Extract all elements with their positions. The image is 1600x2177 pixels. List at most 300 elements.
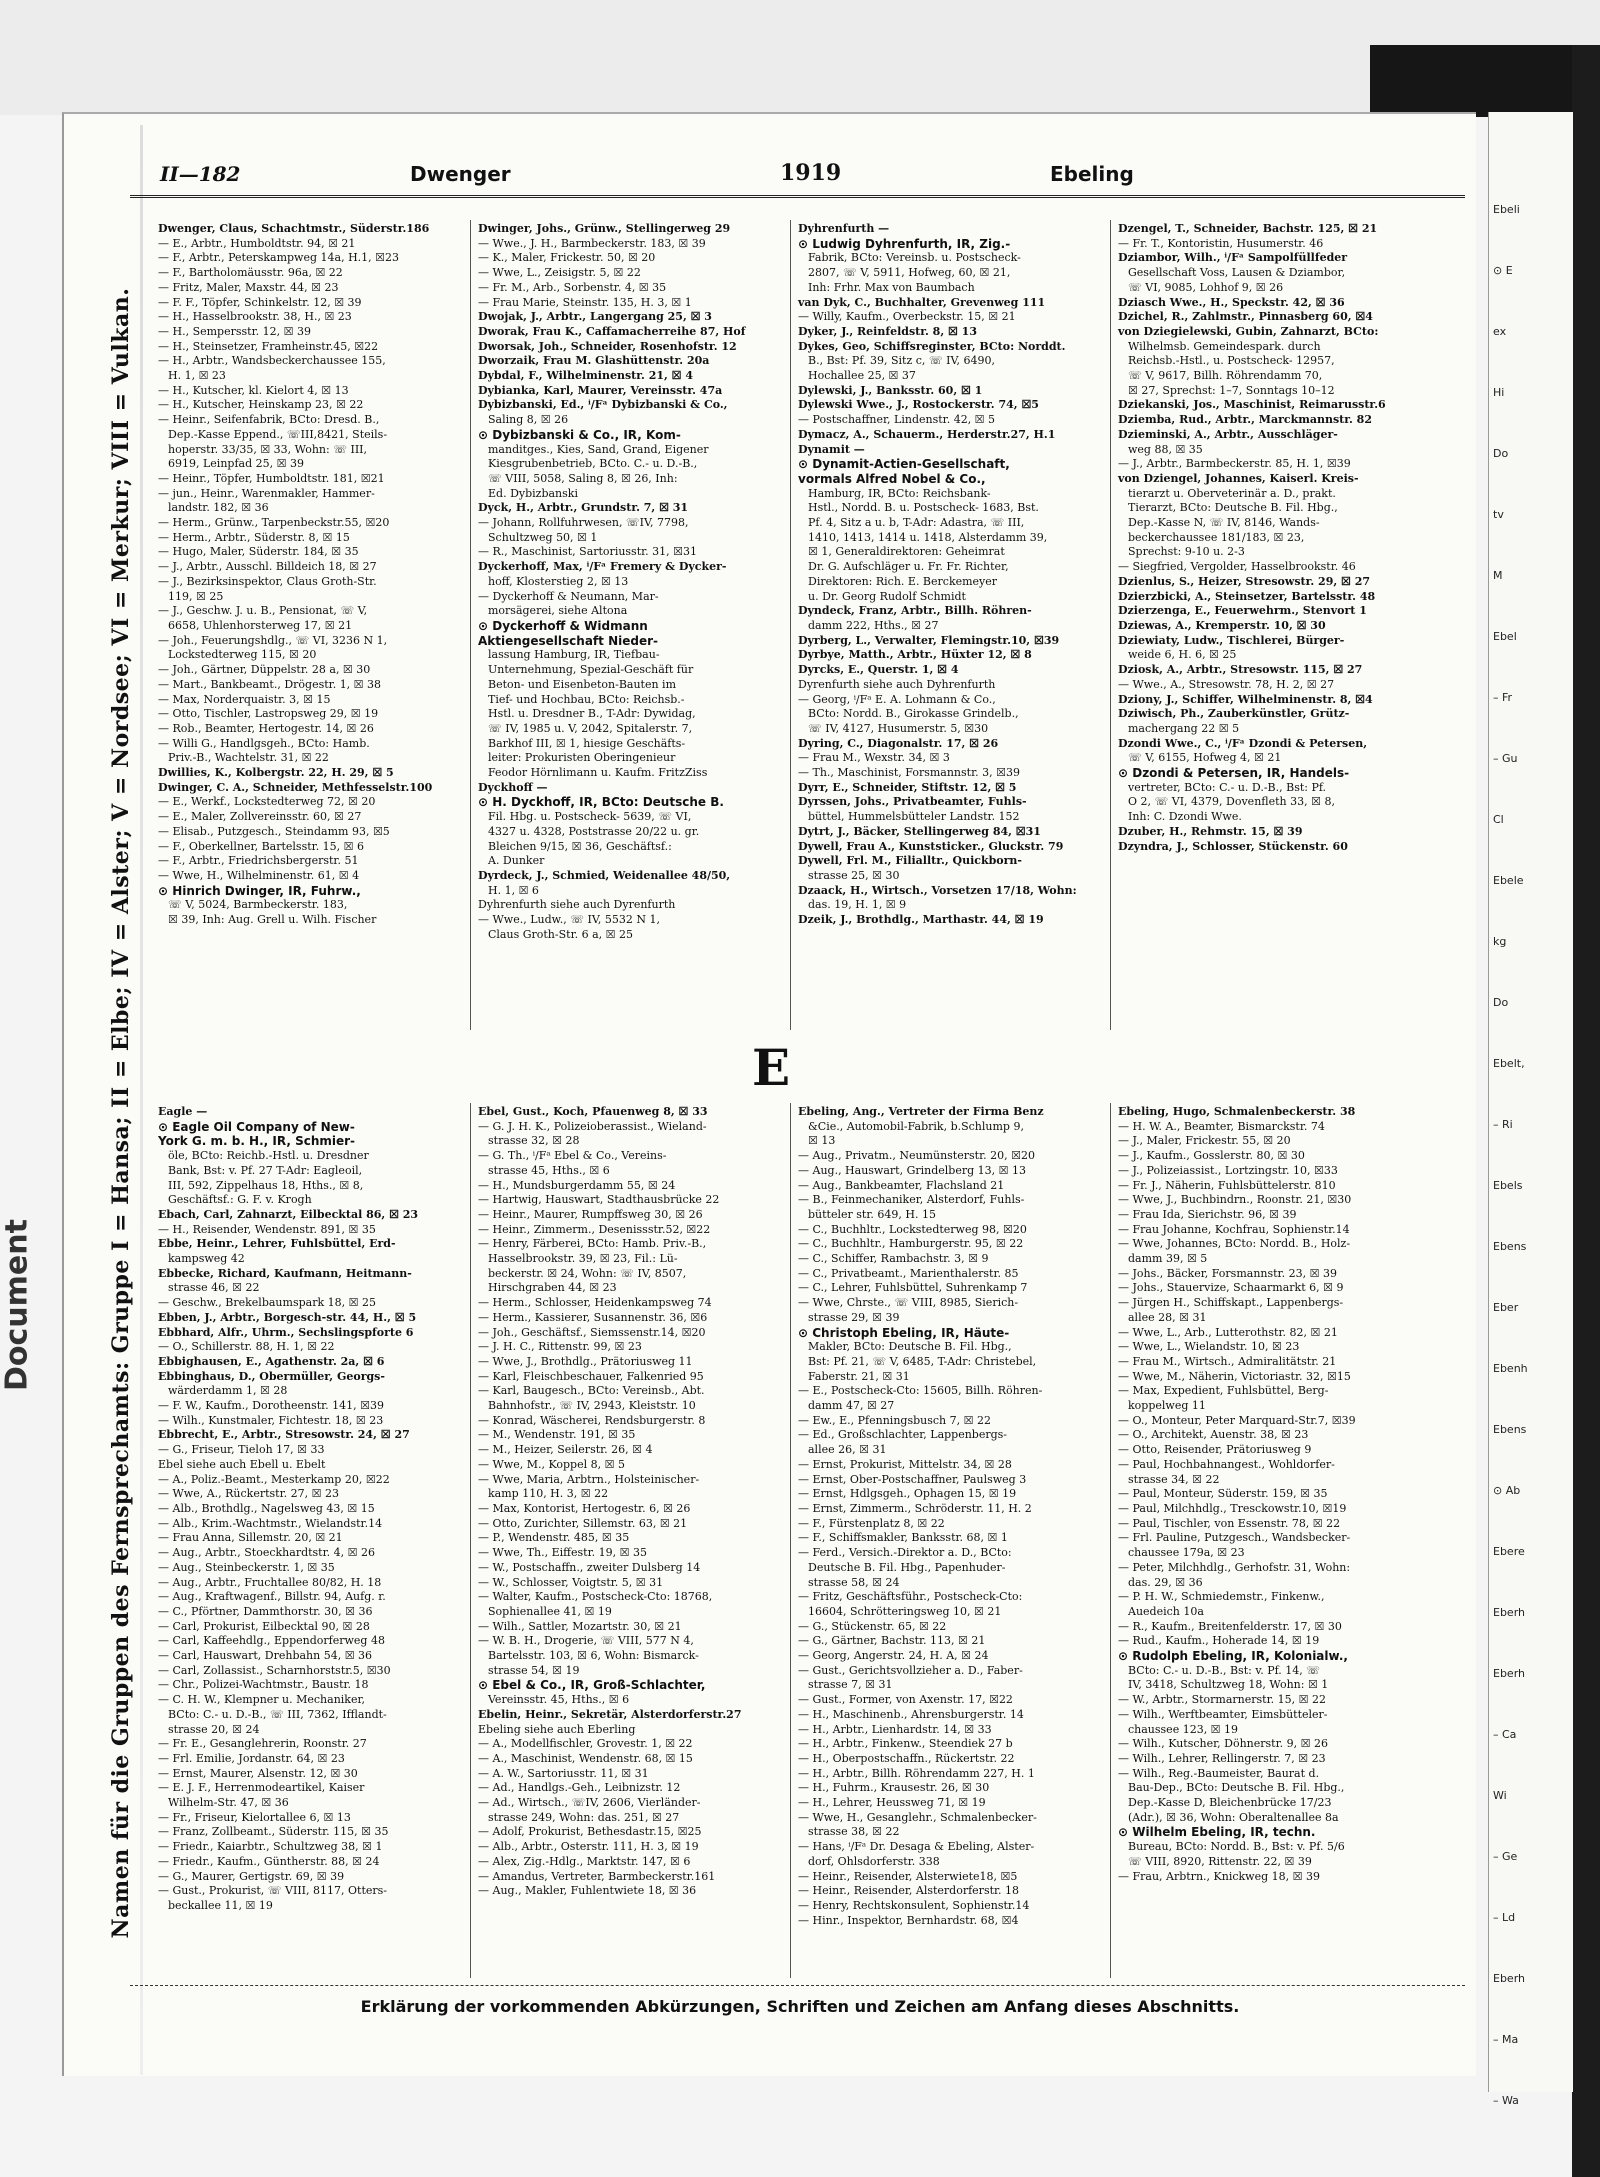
directory-entry: — Rud., Kaufm., Hoherade 14, ☒ 19 xyxy=(1118,1634,1320,1648)
directory-entry: Direktoren: Rich. E. Berckemeyer xyxy=(808,574,998,588)
directory-entry: — Ernst, Maurer, Alsenstr. 12, ☒ 30 xyxy=(158,1766,358,1780)
directory-entry: — Chr., Polizei-Wachtmstr., Baustr. 18 xyxy=(158,1678,369,1692)
directory-entry: Ebbighausen, E., Agathenstr. 2a, ☒ 6 xyxy=(158,1354,385,1368)
directory-entry: — Wwe., A., Stresowstr. 78, H. 2, ☒ 27 xyxy=(1118,677,1335,691)
directory-entry: Faberstr. 21, ☒ 31 xyxy=(808,1369,910,1383)
adjacent-page-fragment: Ebele xyxy=(1493,874,1524,887)
directory-entry: — Fr., Friseur, Kielortallee 6, ☒ 13 xyxy=(158,1810,351,1824)
directory-entry: Dyring, C., Diagonalstr. 17, ☒ 26 xyxy=(798,736,999,750)
directory-entry: ⊙ Christoph Ebeling, IR, Häute- xyxy=(798,1325,1010,1340)
directory-entry: — Johann, Rollfuhrwesen, ☏IV, 7798, xyxy=(478,516,689,530)
directory-entry: Makler, BCto: Deutsche B. Fil. Hbg., xyxy=(808,1340,1012,1354)
column-8 xyxy=(1118,1105,1424,1884)
directory-entry: Bureau, BCto: Nordd. B., Bst: v. Pf. 5/6 xyxy=(1128,1840,1345,1854)
directory-entry: — Hartwig, Hauswart, Stadthausbrücke 22 xyxy=(478,1193,720,1207)
adjacent-page-fragment: Ebels xyxy=(1493,1179,1523,1192)
directory-entry: ⊙ Dyckerhoff & Widmann xyxy=(478,618,648,633)
directory-entry: büttel, Hummelsbütteler Landstr. 152 xyxy=(808,810,1020,824)
adjacent-page-fragment: tv xyxy=(1493,508,1504,521)
directory-entry: ⊙ Rudolph Ebeling, IR, Kolonialw., xyxy=(1118,1649,1348,1664)
directory-entry: Hasselbrookstr. 39, ☒ 23, Fil.: Lü- xyxy=(488,1252,678,1266)
directory-entry: Ebbecke, Richard, Kaufmann, Heitmann- xyxy=(158,1266,412,1280)
directory-entry: van Dyk, C., Buchhalter, Grevenweg 111 xyxy=(798,295,1046,309)
directory-entry: damm 39, ☒ 5 xyxy=(1128,1252,1208,1266)
adjacent-page-fragment: – Ge xyxy=(1493,1850,1518,1863)
directory-entry: Dworsak, Joh., Schneider, Rosenhofstr. 12 xyxy=(478,339,737,353)
directory-entry: Dziambor, Wilh., ⁱ/Fᵃ Sampolfüllfeder xyxy=(1118,251,1348,265)
directory-entry: — Wilh., Kutscher, Döhnerstr. 9, ☒ 26 xyxy=(1118,1737,1328,1751)
directory-entry: — Ernst, Hdlgsgeh., Ophagen 15, ☒ 19 xyxy=(798,1487,1017,1501)
adjacent-page-fragment: Ebere xyxy=(1493,1545,1525,1558)
directory-entry: H. 1, ☒ 6 xyxy=(488,883,539,897)
adjacent-page-fragment: ⊙ Ab xyxy=(1493,1484,1521,1497)
directory-entry: — Max, Norderquaistr. 3, ☒ 15 xyxy=(158,692,331,706)
directory-entry: bütteler str. 649, H. 15 xyxy=(808,1207,936,1221)
directory-entry: — Fr. M., Arb., Sorbenstr. 4, ☒ 35 xyxy=(478,280,667,294)
adjacent-page-fragment: Ebelt, xyxy=(1493,1057,1525,1070)
adjacent-page-fragment: kg xyxy=(1493,935,1507,948)
directory-entry: Ebben, J., Arbtr., Borgesch-str. 44, H., ☒ 5 xyxy=(158,1310,417,1324)
directory-entry: ⊙ Dzondi & Petersen, IR, Handels- xyxy=(1118,766,1350,781)
directory-entry: — Mart., Bankbeamt., Drögestr. 1, ☒ 38 xyxy=(158,677,382,691)
directory-entry: — J., Maler, Frickestr. 55, ☒ 20 xyxy=(1118,1134,1291,1148)
directory-entry: Dwinger, C. A., Schneider, Methfesselstr.100 xyxy=(158,780,433,794)
directory-entry: Dymacz, A., Schauerm., Herderstr.27, H.1 xyxy=(798,427,1056,441)
directory-entry: Geschäftsf.: G. F. v. Krogh xyxy=(168,1193,312,1207)
directory-entry: strasse 34, ☒ 22 xyxy=(1128,1472,1220,1486)
directory-entry: von Dziengel, Johannes, Kaiserl. Kreis- xyxy=(1118,471,1359,485)
directory-entry: — G. J. H. K., Polizeioberassist., Wieland- xyxy=(478,1119,707,1133)
adjacent-page-fragment: – Ma xyxy=(1493,2033,1519,2046)
directory-entry: — Johs., Bäcker, Forsmannstr. 23, ☒ 39 xyxy=(1118,1266,1337,1280)
directory-entry: BCto: C.- u. D.-B., Bst: v. Pf. 14, ☏ xyxy=(1128,1663,1321,1677)
directory-entry: — Heinr., Zimmerm., Desenissstr.52, ☒22 xyxy=(478,1222,711,1236)
adjacent-page-fragment: – Ca xyxy=(1493,1728,1517,1741)
directory-entry: Kiesgrubenbetrieb, BCto. C.- u. D.-B., xyxy=(488,457,698,471)
directory-entry: Dzeik, J., Brothdlg., Marthastr. 44, ☒ 19 xyxy=(798,913,1044,927)
directory-entry: Hstl. u. Dresdner B., T-Adr: Dywidag, xyxy=(488,707,696,721)
directory-entry: Dzondi Wwe., C., ⁱ/Fᵃ Dzondi & Petersen, xyxy=(1118,736,1368,750)
adjacent-page-fragment: ex xyxy=(1493,325,1507,338)
directory-entry: Tief- und Hochbau, BCto: Reichsb.- xyxy=(488,692,685,706)
directory-entry: — Ernst, Ober-Postschaffner, Paulsweg 3 xyxy=(798,1472,1027,1486)
directory-entry: — F. F., Töpfer, Schinkelstr. 12, ☒ 39 xyxy=(158,295,362,309)
directory-entry: — Dyckerhoff & Neumann, Mar- xyxy=(478,589,659,603)
directory-entry: Wilhelmsb. Gemeindespark. durch xyxy=(1128,339,1321,353)
directory-entry: — Aug., Makler, Fuhlentwiete 18, ☒ 36 xyxy=(478,1884,697,1898)
directory-entry: — Max, Kontorist, Hertogestr. 6, ☒ 26 xyxy=(478,1501,691,1515)
directory-entry: Ebbrecht, E., Arbtr., Stresowstr. 24, ☒ 27 xyxy=(158,1428,410,1442)
directory-entry: vertreter, BCto: C.- u. D.-B., Bst: Pf. xyxy=(1128,780,1327,794)
directory-entry: Dwojak, J., Arbtr., Langergang 25, ☒ 3 xyxy=(478,310,712,324)
directory-entry: Dyker, J., Reinfeldstr. 8, ☒ 13 xyxy=(798,324,977,338)
directory-entry: — H., Maschinenb., Ahrensburgerstr. 14 xyxy=(798,1707,1024,1721)
directory-entry: — O., Architekt, Auenstr. 38, ☒ 23 xyxy=(1118,1428,1309,1442)
directory-entry: — Georg, ⁱ/Fᵃ E. A. Lohmann & Co., xyxy=(798,692,996,706)
directory-entry: Ebbhard, Alfr., Uhrm., Sechslingspforte 6 xyxy=(158,1325,414,1339)
directory-entry: Ebach, Carl, Zahnarzt, Eilbecktal 86, ☒ 23 xyxy=(158,1207,419,1221)
directory-entry: Unternehmung, Spezial-Geschäft für xyxy=(488,663,694,677)
directory-entry: Dyhrenfurth siehe auch Dyrenfurth xyxy=(478,898,676,912)
directory-entry: — Wilh., Kunstmaler, Fichtestr. 18, ☒ 23 xyxy=(158,1413,384,1427)
directory-entry: — F., Fürstenplatz 8, ☒ 22 xyxy=(798,1516,945,1530)
directory-entry: — Alex, Zig.-Hdlg., Marktstr. 147, ☒ 6 xyxy=(478,1854,691,1868)
directory-entry: Dziwisch, Ph., Zauberkünstler, Grütz- xyxy=(1118,707,1350,721)
directory-entry: Beton- und Eisenbeton-Bauten im xyxy=(488,677,677,691)
directory-entry: — Willy, Kaufm., Overbeckstr. 15, ☒ 21 xyxy=(798,310,1016,324)
directory-entry: Sophienallee 41, ☒ 19 xyxy=(488,1604,612,1618)
directory-entry: — A. W., Sartoriusstr. 11, ☒ 31 xyxy=(478,1766,649,1780)
column-divider xyxy=(470,1103,471,1978)
directory-entry: hoperstr. 33/35, ☒ 33, Wohn: ☏ III, xyxy=(168,442,368,456)
directory-entry: — Friedr., Kaufm., Güntherstr. 88, ☒ 24 xyxy=(158,1854,380,1868)
directory-entry: — Heinr., Seifenfabrik, BCto: Dresd. B., xyxy=(158,413,380,427)
directory-entry: Dziosk, A., Arbtr., Stresowstr. 115, ☒ 27 xyxy=(1118,663,1363,677)
header-rule xyxy=(130,195,1465,198)
directory-entry: Inh: Frhr. Max von Baumbach xyxy=(808,280,975,294)
directory-entry: — H., Oberpostschaffn., Rückertstr. 22 xyxy=(798,1751,1015,1765)
directory-entry: — Paul, Milchhdlg., Tresckowstr.10, ☒19 xyxy=(1118,1501,1347,1515)
directory-entry: morsägerei, siehe Altona xyxy=(488,604,628,618)
directory-entry: Bahnhofstr., ☏ IV, 2943, Kleiststr. 10 xyxy=(488,1399,696,1413)
directory-entry: — jun., Heinr., Warenmakler, Hammer- xyxy=(158,486,375,500)
directory-entry: Dylewski, J., Banksstr. 60, ☒ 1 xyxy=(798,383,983,397)
directory-entry: — Frau M., Wirtsch., Admiralitätstr. 21 xyxy=(1118,1354,1337,1368)
directory-entry: Ebeling, Hugo, Schmalenbeckerstr. 38 xyxy=(1118,1105,1356,1118)
directory-entry: — Frl. Emilie, Jordanstr. 64, ☒ 23 xyxy=(158,1751,345,1765)
directory-entry: u. Dr. Georg Rudolf Schmidt xyxy=(808,589,966,603)
directory-entry: — Herm., Schlosser, Heidenkampsweg 74 xyxy=(478,1296,712,1310)
directory-entry: Dynamit — xyxy=(798,442,865,456)
column-divider xyxy=(1110,1103,1111,1978)
directory-entry: Dykes, Geo, Schiffsreginster, BCto: Norddt. xyxy=(798,339,1066,353)
directory-entry: — Fritz, Maler, Maxstr. 44, ☒ 23 xyxy=(158,280,339,294)
directory-entry: — O., Schillerstr. 88, H. 1, ☒ 22 xyxy=(158,1340,335,1354)
directory-entry: Barkhof III, ☒ 1, hiesige Geschäfts- xyxy=(488,736,686,750)
directory-entry: — E., Postscheck-Cto: 15605, Billh. Röhren- xyxy=(798,1384,1043,1398)
scan-background-top xyxy=(0,0,1600,115)
directory-entry: Gesellschaft Voss, Lausen & Dziambor, xyxy=(1128,266,1346,280)
directory-entry: — M., Heizer, Seilerstr. 26, ☒ 4 xyxy=(478,1443,653,1457)
directory-entry: — Herm., Arbtr., Süderstr. 8, ☒ 15 xyxy=(158,530,350,544)
directory-entry: — Frau Ida, Sierichstr. 96, ☒ 39 xyxy=(1118,1207,1297,1221)
directory-entry: beckallee 11, ☒ 19 xyxy=(168,1898,273,1912)
directory-entry: Hamburg, IR, BCto: Reichsbank- xyxy=(808,486,991,500)
directory-entry: tierarzt u. Oberveterinär a. D., prakt. xyxy=(1128,486,1336,500)
column-divider xyxy=(470,220,471,1030)
directory-entry: chaussee 179a, ☒ 23 xyxy=(1128,1546,1245,1560)
directory-entry: — C., Buchhltr., Lockstedterweg 98, ☒20 xyxy=(798,1222,1027,1236)
directory-entry: ⊙ Hinrich Dwinger, IR, Fuhrw., xyxy=(158,883,361,898)
directory-entry: Dzierzbicki, A., Steinsetzer, Bartelsstr. 48 xyxy=(1118,589,1376,603)
directory-entry: — Aug., Steinbeckerstr. 1, ☒ 35 xyxy=(158,1560,335,1574)
directory-entry: Dyndeck, Franz, Arbtr., Billh. Röhren- xyxy=(798,604,1032,618)
directory-entry: — O., Monteur, Peter Marquard-Str.7, ☒39 xyxy=(1118,1413,1356,1427)
directory-entry: — Henry, Rechtskonsulent, Sophienstr.14 xyxy=(798,1898,1030,1912)
directory-entry: manditges., Kies, Sand, Grand, Eigener xyxy=(488,442,709,456)
directory-entry: — P. H. W., Schmiedemstr., Finkenw., xyxy=(1118,1590,1325,1604)
directory-entry: Dzierzenga, E., Feuerwehrm., Stenvort 1 xyxy=(1118,604,1367,618)
directory-entry: Fil. Hbg. u. Postscheck- 5639, ☏ VI, xyxy=(488,810,692,824)
directory-entry: — Ad., Handlgs.-Geh., Leibnizstr. 12 xyxy=(478,1781,681,1795)
directory-entry: öle, BCto: Reichb.-Hstl. u. Dresdner xyxy=(168,1149,369,1163)
adjacent-page-fragment: – Ld xyxy=(1493,1911,1516,1924)
directory-entry: — Wwe, Johannes, BCto: Nordd. B., Holz- xyxy=(1118,1237,1351,1251)
directory-entry: — H., Kutscher, kl. Kielort 4, ☒ 13 xyxy=(158,383,349,397)
adjacent-page-fragment: Eberh xyxy=(1493,1972,1526,1985)
directory-entry: ⊙ Eagle Oil Company of New- xyxy=(158,1119,355,1134)
directory-entry: Pf. 4, Sitz a u. b, T-Adr: Adastra, ☏ III, xyxy=(808,516,1025,530)
directory-entry: — Wwe, Chrste., ☏ VIII, 8985, Sierich- xyxy=(798,1296,1019,1310)
directory-entry: — Wwe, A., Rückertstr. 27, ☒ 23 xyxy=(158,1487,339,1501)
directory-entry: — W., Schlosser, Voigtstr. 5, ☒ 31 xyxy=(478,1575,664,1589)
directory-entry: — Joh., Geschäftsf., Siemssenstr.14, ☒20 xyxy=(478,1325,706,1339)
directory-entry: — Otto, Tischler, Lastropsweg 29, ☒ 19 xyxy=(158,707,379,721)
directory-entry: Bst: Pf. 21, ☏ V, 6485, T-Adr: Christebel, xyxy=(808,1354,1037,1368)
adjacent-page-fragment: Hi xyxy=(1493,386,1505,399)
directory-entry: Dyrr, E., Schneider, Stiftstr. 12, ☒ 5 xyxy=(798,780,1017,794)
directory-entry: — Wwe, Maria, Arbtrn., Holsteinischer- xyxy=(478,1472,700,1486)
directory-entry: — G., Gärtner, Bachstr. 113, ☒ 21 xyxy=(798,1634,986,1648)
directory-entry: Bank, Bst: v. Pf. 27 T-Adr: Eagleoil, xyxy=(168,1163,363,1177)
directory-entry: Dwinger, Johs., Grünw., Stellingerweg 29 xyxy=(478,222,731,235)
directory-entry: Sprechst: 9-10 u. 2-3 xyxy=(1128,545,1245,559)
directory-entry: Ebel, Gust., Koch, Pfauenweg 8, ☒ 33 xyxy=(478,1105,708,1118)
directory-entry: — W., Postschaffn., zweiter Dulsberg 14 xyxy=(478,1560,701,1574)
directory-entry: — F., Schiffsmakler, Banksstr. 68, ☒ 1 xyxy=(798,1531,1008,1545)
directory-entry: Dworak, Frau K., Caffamacherreihe 87, Hof xyxy=(478,324,746,338)
directory-entry: ☏ V, 5024, Barmbeckerstr. 183, xyxy=(168,898,348,912)
directory-entry: strasse 58, ☒ 24 xyxy=(808,1575,900,1589)
directory-entry: — Herm., Grünw., Tarpenbeckstr.55, ☒20 xyxy=(158,516,390,530)
column-2 xyxy=(478,222,784,942)
directory-entry: — Rob., Beamter, Hertogestr. 14, ☒ 26 xyxy=(158,721,374,735)
directory-entry: — B., Feinmechaniker, Alsterdorf, Fuhls- xyxy=(798,1193,1025,1207)
directory-entry: 119, ☒ 25 xyxy=(168,589,224,603)
column-divider xyxy=(790,220,791,1030)
directory-entry: &Cie., Automobil-Fabrik, b.Schlump 9, xyxy=(808,1119,1024,1133)
directory-entry: — G., Maurer, Gertigstr. 69, ☒ 39 xyxy=(158,1869,345,1883)
directory-entry: ☏ IV, 4127, Husumerstr. 5, ☒30 xyxy=(808,721,989,735)
directory-entry: — H., Arbtr., Billh. Röhrendamm 227, H. 1 xyxy=(798,1766,1035,1780)
directory-entry: Ebbinghaus, D., Obermüller, Georgs- xyxy=(158,1369,385,1383)
directory-entry: Claus Groth-Str. 6 a, ☒ 25 xyxy=(488,927,634,941)
header-keyword-right: Ebeling xyxy=(1050,162,1134,186)
adjacent-page-fragment: Ebens xyxy=(1493,1423,1527,1436)
directory-entry: — Fr. J., Näherin, Fuhlsbüttelerstr. 810 xyxy=(1118,1178,1336,1192)
directory-entry: Dworzaik, Frau M. Glashüttenstr. 20a xyxy=(478,354,710,368)
directory-entry: Dywell, Frau A., Kunststicker., Gluckstr. 79 xyxy=(798,839,1064,853)
directory-entry: weide 6, H. 6, ☒ 25 xyxy=(1128,648,1237,662)
directory-entry: — Heinr., Reisender, Alsterwiete18, ☒5 xyxy=(798,1869,1018,1883)
adjacent-page-edge xyxy=(1488,112,1573,2107)
directory-entry: ☏ IV, 1985 u. V, 2042, Spitalerstr. 7, xyxy=(488,721,693,735)
directory-entry: — Frau Anna, Sillemstr. 20, ☒ 21 xyxy=(158,1531,343,1545)
adjacent-page-fragment: Ebenh xyxy=(1493,1362,1528,1375)
directory-entry: — E. J. F., Herrenmodeartikel, Kaiser xyxy=(158,1781,365,1795)
directory-entry: — Wilh., Reg.-Baumeister, Baurat d. xyxy=(1118,1766,1320,1780)
directory-entry: — R., Kaufm., Breitenfelderstr. 17, ☒ 30 xyxy=(1118,1619,1342,1633)
directory-entry: — Ad., Wirtsch., ☏IV, 2606, Vierländer- xyxy=(478,1796,701,1810)
directory-entry: 6919, Leinpfad 25, ☒ 39 xyxy=(168,457,304,471)
directory-entry: Dzaack, H., Wirtsch., Vorsetzen 17/18, Wohn: xyxy=(798,883,1077,897)
directory-entry: BCto: C.- u. D.-B., ☏ III, 7362, Ifflandt- xyxy=(168,1707,387,1721)
directory-entry: ☒ 27, Sprechst: 1–7, Sonntags 10–12 xyxy=(1128,383,1335,397)
directory-entry: Dyrberg, L., Verwalter, Flemingstr.10, ☒39 xyxy=(798,633,1060,647)
adjacent-page-fragment: Ebens xyxy=(1493,1240,1527,1253)
adjacent-page-fragment: – Fr xyxy=(1493,691,1513,704)
adjacent-page-fragment: Eberh xyxy=(1493,1606,1526,1619)
directory-entry: Aktiengesellschaft Nieder- xyxy=(478,633,658,648)
directory-entry: — M., Wendenstr. 191, ☒ 35 xyxy=(478,1428,636,1442)
directory-entry: — H., Lehrer, Heussweg 71, ☒ 19 xyxy=(798,1796,986,1810)
directory-entry: ⊙ H. Dyckhoff, IR, BCto: Deutsche B. xyxy=(478,795,724,810)
directory-entry: Ebelin, Heinr., Sekretär, Alsterdorferstr.27 xyxy=(478,1707,742,1721)
directory-entry: Dywell, Frl. M., Filialltr., Quickborn- xyxy=(798,854,1022,868)
directory-entry: Dziekanski, Jos., Maschinist, Reimarusstr.6 xyxy=(1118,398,1386,412)
directory-entry: — Wwe, J., Buchbindrn., Roonstr. 21, ☒30 xyxy=(1118,1193,1352,1207)
directory-entry: — J., Kaufm., Gosslerstr. 80, ☒ 30 xyxy=(1118,1149,1305,1163)
directory-entry: — Georg, Angerstr. 24, H. A, ☒ 24 xyxy=(798,1649,989,1663)
directory-entry: Dwillies, K., Kolbergstr. 22, H. 29, ☒ 5 xyxy=(158,766,394,780)
directory-entry: ⊙ Dynamit-Actien-Gesellschaft, xyxy=(798,457,1010,472)
page-number: II—182 xyxy=(160,162,241,186)
directory-entry: weg 88, ☒ 35 xyxy=(1128,442,1203,456)
directory-entry: — F., Arbtr., Friedrichsbergerstr. 51 xyxy=(158,854,359,868)
directory-entry: H. 1, ☒ 23 xyxy=(168,369,226,383)
directory-entry: Dytrt, J., Bäcker, Stellingerweg 84, ☒31 xyxy=(798,824,1041,838)
directory-entry: — E., Werkf., Lockstedterweg 72, ☒ 20 xyxy=(158,795,376,809)
directory-entry: 6658, Uhlenhorsterweg 17, ☒ 21 xyxy=(168,618,353,632)
directory-entry: — Peter, Milchhdlg., Gerhofstr. 31, Wohn: xyxy=(1118,1560,1351,1574)
directory-entry: — Wwe., J. H., Barmbeckerstr. 183, ☒ 39 xyxy=(478,236,706,250)
directory-entry: Dwenger, Claus, Schachtmstr., Süderstr.186 xyxy=(158,222,430,235)
directory-entry: Dyckhoff — xyxy=(478,780,548,794)
directory-entry: strasse 29, ☒ 39 xyxy=(808,1310,900,1324)
directory-entry: — Adolf, Prokurist, Bethesdastr.15, ☒25 xyxy=(478,1825,702,1839)
directory-entry: — P., Wendenstr. 485, ☒ 35 xyxy=(478,1531,630,1545)
directory-entry: — C., Buchhltr., Hamburgerstr. 95, ☒ 22 xyxy=(798,1237,1024,1251)
column-divider xyxy=(1110,220,1111,1030)
directory-entry: Hochallee 25, ☒ 37 xyxy=(808,369,916,383)
directory-entry: ☒ 39, Inh: Aug. Grell u. Wilh. Fischer xyxy=(168,913,377,927)
directory-entry: — Willi G., Handlgsgeh., BCto: Hamb. xyxy=(158,736,370,750)
directory-entry: — Th., Maschinist, Forsmannstr. 3, ☒39 xyxy=(798,766,1020,780)
directory-entry: Dziasch Wwe., H., Speckstr. 42, ☒ 36 xyxy=(1118,295,1345,309)
footer-rule xyxy=(130,1985,1465,1986)
directory-entry: — Wwe, H., Gesanglehr., Schmalenbecker- xyxy=(798,1810,1037,1824)
adjacent-page-fragment: Eberh xyxy=(1493,1667,1526,1680)
directory-entry: Priv.-B., Wachtelstr. 31, ☒ 22 xyxy=(168,751,329,765)
directory-entry: allee 26, ☒ 31 xyxy=(808,1443,887,1457)
column-4 xyxy=(1118,222,1424,854)
footer-note: Erklärung der vorkommenden Abkürzungen, Schriften und Zeichen am Anfang dieses Abschnitts. xyxy=(360,1997,1240,2016)
directory-entry: — Gust., Gerichtsvollzieher a. D., Faber- xyxy=(798,1663,1023,1677)
adjacent-page-fragment: – Gu xyxy=(1493,752,1518,765)
directory-entry: Dylewski Wwe., J., Rostockerstr. 74, ☒5 xyxy=(798,398,1039,412)
directory-entry: — Konrad, Wäscherei, Rendsburgerstr. 8 xyxy=(478,1413,706,1427)
directory-entry: — J. H. C., Rittenstr. 99, ☒ 23 xyxy=(478,1340,642,1354)
directory-entry: — H., Kutscher, Heinskamp 23, ☒ 22 xyxy=(158,398,364,412)
directory-entry: Ebel siehe auch Ebell u. Ebelt xyxy=(158,1457,326,1471)
column-7 xyxy=(798,1105,1104,1928)
directory-entry: ⊙ Ludwig Dyhrenfurth, IR, Zig.- xyxy=(798,236,1011,251)
directory-entry: allee 28, ☒ 31 xyxy=(1128,1310,1207,1324)
directory-entry: — Fr. E., Gesanglehrerin, Roonstr. 27 xyxy=(158,1737,367,1751)
directory-entry: beckerstr. ☒ 24, Wohn: ☏ IV, 8507, xyxy=(488,1266,687,1280)
directory-entry: — A., Maschinist, Wendenstr. 68, ☒ 15 xyxy=(478,1751,693,1765)
directory-entry: — Geschw., Brekelbaumspark 18, ☒ 25 xyxy=(158,1296,376,1310)
directory-entry: — W. B. H., Drogerie, ☏ VIII, 577 N 4, xyxy=(478,1634,694,1648)
directory-entry: Dep.-Kasse Eppend., ☏III,8421, Steils- xyxy=(168,427,388,441)
directory-entry: — Frl. Pauline, Putzgesch., Wandsbecker- xyxy=(1118,1531,1351,1545)
directory-entry: III, 592, Zippelhaus 18, Hths., ☒ 8, xyxy=(168,1178,364,1192)
directory-entry: Dybizbanski, Ed., ⁱ/Fᵃ Dybizbanski & Co., xyxy=(478,398,728,412)
scan-dark-corner xyxy=(1370,45,1600,117)
directory-entry: — A., Modellfischler, Grovestr. 1, ☒ 22 xyxy=(478,1737,693,1751)
directory-entry: ⊙ Wilhelm Ebeling, IR, techn. xyxy=(1118,1825,1316,1840)
adjacent-page-fragment: Wi xyxy=(1493,1789,1507,1802)
directory-entry: Dzieminski, A., Arbtr., Ausschläger- xyxy=(1118,427,1338,441)
directory-entry: Wilhelm-Str. 47, ☒ 36 xyxy=(168,1796,289,1810)
directory-entry: — Frau, Arbtrn., Knickweg 18, ☒ 39 xyxy=(1118,1869,1320,1883)
directory-entry: Dzuber, H., Rehmstr. 15, ☒ 39 xyxy=(1118,824,1303,838)
directory-entry: — Elisab., Putzgesch., Steindamm 93, ☒5 xyxy=(158,824,390,838)
directory-entry: strasse 46, ☒ 22 xyxy=(168,1281,260,1295)
directory-entry: Bau-Dep., BCto: Deutsche B. Fil. Hbg., xyxy=(1128,1781,1345,1795)
directory-entry: — Wwe, L., Wielandstr. 10, ☒ 23 xyxy=(1118,1340,1300,1354)
directory-entry: — Johs., Stauervize, Schaarmarkt 6, ☒ 9 xyxy=(1118,1281,1344,1295)
directory-entry: Dyrcks, E., Querstr. 1, ☒ 4 xyxy=(798,663,959,677)
page-header xyxy=(160,162,1450,192)
directory-entry: Dr. G. Aufschläger u. Fr. Fr. Richter, xyxy=(808,560,1009,574)
directory-entry: — C., Pförtner, Dammthorstr. 30, ☒ 36 xyxy=(158,1604,373,1618)
directory-entry: strasse 45, Hths., ☒ 6 xyxy=(488,1163,610,1177)
directory-entry: Tierarzt, BCto: Deutsche B. Fil. Hbg., xyxy=(1128,501,1338,515)
directory-entry: strasse 32, ☒ 28 xyxy=(488,1134,580,1148)
directory-entry: — Otto, Zurichter, Sillemstr. 63, ☒ 21 xyxy=(478,1516,688,1530)
directory-entry: Reichsb.-Hstl., u. Postscheck- 12957, xyxy=(1128,354,1335,368)
directory-entry: hoff, Klosterstieg 2, ☒ 13 xyxy=(488,574,629,588)
directory-entry: — Wilh., Sattler, Mozartstr. 30, ☒ 21 xyxy=(478,1619,682,1633)
directory-entry: Dzichel, R., Zahlmstr., Pinnasberg 60, ☒4 xyxy=(1118,310,1373,324)
directory-entry: ☏ VIII, 5058, Saling 8, ☒ 26, Inh: xyxy=(488,471,678,485)
directory-entry: — F., Bartholomäusstr. 96a, ☒ 22 xyxy=(158,266,343,280)
adjacent-page-fragment: M xyxy=(1493,569,1503,582)
directory-entry: Dziemba, Rud., Arbtr., Marckmannstr. 82 xyxy=(1118,413,1372,427)
directory-entry: — Wwe, J., Brothdlg., Prätoriusweg 11 xyxy=(478,1354,693,1368)
directory-entry: — H., Steinsetzer, Framheinstr.45, ☒22 xyxy=(158,339,379,353)
directory-entry: B., Bst: Pf. 39, Sitz c, ☏ IV, 6490, xyxy=(808,354,996,368)
directory-entry: — E., Maler, Zollvereinsstr. 60, ☒ 27 xyxy=(158,810,362,824)
directory-entry: — H., Arbtr., Wandsbeckerchaussee 155, xyxy=(158,354,386,368)
directory-entry: Feodor Hörnlimann u. Kaufm. FritzZiss xyxy=(488,766,708,780)
directory-entry: — H., Reisender, Wendenstr. 891, ☒ 35 xyxy=(158,1222,376,1236)
directory-entry: — J., Bezirksinspektor, Claus Groth-Str. xyxy=(158,574,377,588)
directory-entry: ☒ 13 xyxy=(808,1134,836,1148)
directory-entry: strasse 249, Wohn: das. 251, ☒ 27 xyxy=(488,1810,680,1824)
directory-entry: — K., Maler, Frickestr. 50, ☒ 20 xyxy=(478,251,656,265)
directory-entry: — G. Th., ⁱ/Fᵃ Ebel & Co., Vereins- xyxy=(478,1149,667,1163)
directory-entry: — Aug., Kraftwagenf., Billstr. 94, Aufg. r. xyxy=(158,1590,386,1604)
directory-entry: — Paul, Hochbahnangest., Wohldorfer- xyxy=(1118,1457,1335,1471)
directory-entry: — Franz, Zollbeamt., Süderstr. 115, ☒ 35 xyxy=(158,1825,389,1839)
directory-entry: — H., Arbtr., Finkenw., Steendiek 27 b xyxy=(798,1737,1013,1751)
directory-entry: strasse 38, ☒ 22 xyxy=(808,1825,900,1839)
directory-entry: — Alb., Brothdlg., Nagelsweg 43, ☒ 15 xyxy=(158,1501,375,1515)
directory-entry: — Heinr., Maurer, Rumpffsweg 30, ☒ 26 xyxy=(478,1207,703,1221)
directory-entry: — Wilh., Werftbeamter, Eimsbütteler- xyxy=(1118,1707,1328,1721)
